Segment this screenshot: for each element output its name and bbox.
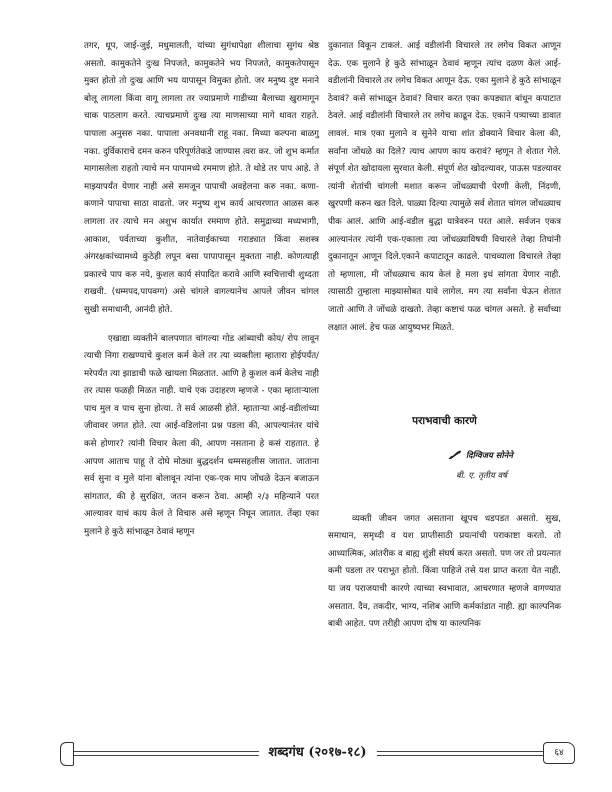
- author-degree: बी. ए. तृतीय वर्ष: [456, 469, 507, 480]
- body-paragraph: तगर, धूप, जाई-जुई, मधुमालती, यांच्या सुगंधापेक्षा शीलाचा सुगंध श्रेष्ठ असतो. कामुकतेने दुःख निपजते, कामुकतेने भय निपजते, कामुकतेपासून मुक्त होतो तो दुःख आणि भय यापासून विमुक्त होतो. जर मनुष्य दुष्ट मनाने बोलू लागला किंवा वागू लागला तर ज्याप्रमाणे गाडीच्या बैलाच्या खुरामागून चाक पाठलाग करते. त्याचप्रमाणे दुःख त्या माणसाच्या मागे धावत राहते. पापाला अनुसरु नका. पापाला अनवधानी राहू नका. मिथ्या कल्पना बाळगु नका. दुर्विकाराचे दमन करुन परिपूर्णतेकडे जाण्यास त्वरा कर. जो शुभ कर्मात मागासलेला राहतो त्याचे मन पापामध्ये रममाण होते. ते थोडे तर पाप आहे. ते माझ्यापर्यंत येणार नाही असे समजून पापाची अवहेलना करु नका. कणा-कणाने पापाचा साठा वाढतो. जर मनुष्य शुभ कार्य आचरणात आळस करु लागला तर त्याचे मन अशुभ कार्यात रममाण होते. समुद्राच्या मध्यभागी, आकाश, पर्वताच्या कुशीत, नातेवाईकाच्या गराड्यात किंवा सशस्त्र अंगरक्षकांच्यामध्ये कुठेही लपून बसा पापापासून मुक्तता नाही. कोणत्याही प्रकारचे पाप करु नये, कुशल कार्य संपादित करावे आणि स्वचित्ताची शुध्दता राखवी. (धम्मपद,पापवग्ग) असे चांगले वागल्यानेच आपले जीवन चांगल सुखी समाधानी, आनंदी होते.: [84, 41, 319, 315]
- quill-icon: [448, 450, 462, 460]
- footer-title: शब्दगंध (२०१७-१८): [258, 742, 376, 764]
- page-footer: [60, 742, 575, 764]
- right-column: [328, 38, 561, 634]
- page-number: ६४: [543, 742, 575, 764]
- body-paragraph: व्यक्ती जीवन जगत असताना खूपच धडपडत असतो. सुख, समाधान, समृध्दी व यश प्राप्तीसाठी प्रयत्नांची पराकाष्टा करतो. तो आध्यात्मिक, आंतरीक व बाह्य शुंज्ञी संघर्ष करत असतो. पण जर तो प्रयत्नात कमी पडला तर पराभूत होतो. किंवा पाहिजे तसे यश प्राप्त करता येत नाही. या जय पराजयाची कारणे त्याच्या स्वभावात, आचरणात म्हणजे वागण्यात असतात. दैव, तकदीर, भाग्य, नशिब आणि कर्मकांडात नाही. ह्या काल्पनिक बाबी आहेत. पण तरीही आपण दोष या काल्पनिक: [328, 513, 561, 630]
- body-paragraph: एखाद्या व्यक्तीने बालपणात चांगल्या गोड आंब्याची कोय/ रोप लावून त्याची निगा राखण्याचे कुशल कर्म केले तर त्या व्यक्तीला म्हातारा होईपर्यंत/ मरेपर्यंत त्या झाडाची फळे खायला मिळतात. आणि हे कुशल कर्म केलेच नाही तर त्यास फळही मिळत नाही. याचे एक उदाहरण म्हणजे - एका म्हाताऱ्याला पाच मुल व पाच सुना होत्या. ते सर्व आळसी होते. म्हाताऱ्या आई-वडीलांच्या जीवावर जगत होते. त्या आई-वडिलांना प्रश्न पडला की, आपल्यानंतर यांचे कसे होणार? त्यांनी विचार केला की, आपण नसताना हे कसं राहतात. हे आपण आताच पाहू ते दोघे मोठ्या बुद्धदर्शन धम्मसहलीस जातात. जाताना सर्व सुना व मुले यांना बोलावून त्यांना एक-एक माप जोंधळे देऊन बजाऊन सांगतात, की हे सुरक्षित, जतन करून ठेवा. आम्ही २/३ महिन्याने परत आल्यावर याचं काय केलं ते विचारु असे म्हणून निघून जातात. तेंव्हा एका मुलाने हे कुठे सांभाळून ठेवावं म्हणून: [84, 333, 319, 538]
- scroll-ornament: [60, 742, 74, 766]
- author-block: [328, 445, 561, 485]
- author-name: दिग्विजय सोनेने: [466, 449, 513, 460]
- body-paragraph: दुकानात विकून टाकलं. आई वडीलांनी विचारले तर लगेच विकत आणून देऊ. एक मुलाने हे कुठे सांभाळून ठेवावं म्हणून त्यांच दळण केलं आई-वडीलांनी विचारले तर लगेच विकत आणून देऊ. एका मुलाने हे कुठे सांभाळून ठेवावं? कसे सांभाळून ठेवावं? विचार करत एका कपड्यात बांधून कपाटात ठेवले. आई वडीलांनी विचारले तर लगेच काढून देऊ. एकाने पत्र्याच्या डावात लावलं. मात्र एका मुलाने व सुनेने याचा शांत डोक्याने विचार केला की, सर्वांना जोंधळे का दिले? त्याच आपण काय करावं? म्हणून ते शेतात गेले. संपूर्ण शेत खोदायला सुरवात केली. संपूर्ण शेत खोदल्यावर, पाऊस पडल्यावर त्यांनी शेतांची चांगली मशात करून जोंधळ्याची पेरणी केली, निंदणी, खुरपणी करुन खत दिले. पाळ्या दिल्या त्यामुळे सर्व शेतात चांगल जोंधळ्याच पीक आलं. आणि आई-वडील बुद्धा यात्रेवरुन परत आले. सर्वजन एकत्र आल्यानंतर त्यांनी एक-एकाला त्या जोंधळ्याविषयी विचारले तेव्हा तिघांनी दुकानातून आणून दिले.एकाने कपाटातून काढले. पाचव्याला विचारले तेव्हा तो म्हणाला, मी जोंधळ्याच काय केलं हे मला इथं सांगता येणार नाही. त्यासाठी तुम्हाला माझ्यासोबत यावे लागेल. मग त्या सर्वांना घेऊन शेतात जातो आणि ते जोंधळे दाखतो. तेव्हा कष्टाचं फळ चांगल असते. हे सर्वांच्या लक्षात आलं. हेच फळ आयुष्यभर मिळते.: [328, 41, 561, 333]
- author-name-line: [448, 445, 561, 465]
- left-column: [84, 38, 319, 542]
- section-title: पराभवाची कारणे: [412, 415, 477, 428]
